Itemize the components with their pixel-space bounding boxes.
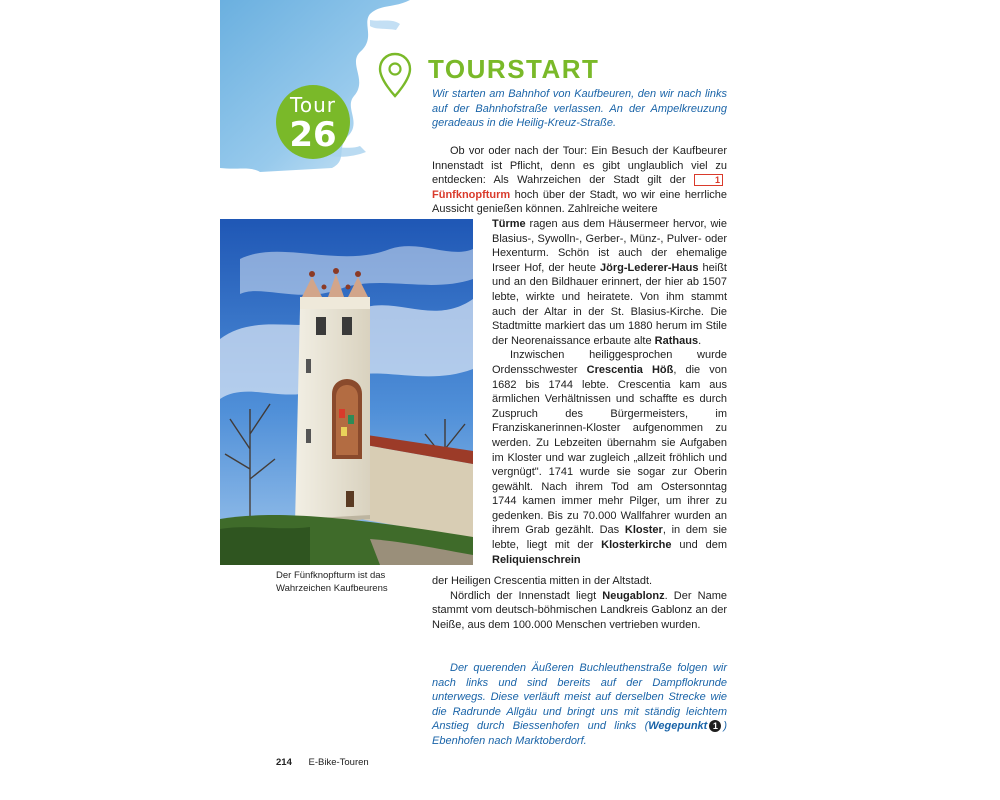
- bold-klosterkirche: Klosterkirche: [601, 539, 672, 552]
- body-text-top: [432, 144, 727, 217]
- location-pin-icon: [378, 52, 412, 98]
- bold-kloster: Kloster: [624, 524, 663, 537]
- para3-text-2: . Der Name stammt vom deutsch-böhmischen Landkreis Gablonz an der Neiße, aus dem 100.000 Menschen vertrieben wurden.: [432, 589, 727, 631]
- waypoint-marker: 1: [709, 720, 721, 732]
- bold-rathaus: Rathaus: [654, 334, 699, 347]
- para2-text-2: , die von 1682 bis 1744 lebte. Crescentia kam aus ärmlichen Verhältnissen und schaffte es durch Zuspruch des Bürgermeisters, im Franziskanerinnen-Kloster aufgenommen zu werden. Zu Lebzeiten übernahm sie Aufgaben im Kloster und war zugleich „allzeit fröhlich und vergnügt". 1741 wurde sie sogar zur Oberin gewählt. Nach ihrem Tod am Ostersonntag 1744 kamen immer mehr Pilger, um ihrer zu gedenken. Bis zu 70.000 Wallfahrer wurden an ihrem Grab gezählt. Das: [492, 363, 727, 537]
- para2-text-5: der Heiligen Crescentia mitten in der Altstadt.: [432, 575, 653, 587]
- section-heading: TOURSTART: [428, 54, 600, 84]
- page-number: 214: [276, 757, 292, 768]
- para2-text-3: , in dem sie lebte, liegt mit der: [492, 524, 728, 552]
- tour-badge-number: 26: [289, 115, 337, 155]
- para1-text-2: heißt und an den Bildhauer erinnert, der hier ab 1507 lebte, wirkte und heiratete. Von ihm stammt auch der Altar in der St. Blasius-Kirche. Die Stadtmitte markiert das um 1880 herum im Stile der Neorenaissance erbaute alte: [492, 261, 727, 347]
- outro-text-1: Der querenden Äußeren Buchleuthenstraße folgen wir nach links und sind bereits auf der Dampflokrunde unterwegs. Diese verläuft meist auf derselben Strecke wie die Radrunde Allgäu und bringt uns mit ständig leichtem Anstieg durch Biessenhofen und links (: [432, 662, 727, 733]
- para2-text-1: Inzwischen heiliggesprochen wurde Ordensschwester: [492, 349, 727, 376]
- para2-text-4: und dem: [679, 539, 728, 552]
- tour-badge: [276, 85, 350, 159]
- tour-badge-word: Tour: [290, 93, 336, 117]
- bold-joerg-lederer-haus: Jörg-Lederer-Haus: [600, 261, 699, 274]
- bold-neugablonz: Neugablonz: [602, 589, 665, 602]
- body-text-column: [492, 217, 727, 567]
- page-footer: [276, 757, 369, 768]
- highlight-fuenfknopfturm: Fünfknopfturm: [432, 188, 511, 201]
- section-name: E-Bike-Touren: [308, 757, 369, 768]
- body-text-bottom: [432, 574, 727, 632]
- para3-text-1: Nördlich der Innenstadt liegt: [450, 589, 597, 602]
- bold-wegepunkt: Wegepunkt: [648, 720, 708, 733]
- tower-photo: [220, 219, 473, 565]
- para1-text-1: ragen aus dem Häusermeer hervor, wie Blasius-, Sywolln-, Gerber-, Münz-, Pulver- oder Hexenturm. Schön ist auch der ehemalige Irseer Hof, der heute: [492, 218, 727, 274]
- marker-number: 1: [694, 174, 723, 186]
- bold-reliquienschrein: Reliquienschrein: [492, 553, 581, 566]
- para1-text-3: .: [698, 334, 702, 347]
- para1-after-top: hoch über der Stadt, wo wir eine herrliche Aussicht genießen können. Zahlreiche weitere: [432, 188, 727, 216]
- outro-text-2: ) Ebenhofen nach Marktoberdorf.: [432, 720, 727, 747]
- book-page: [220, 0, 780, 800]
- photo-caption: Der Fünfknopfturm ist das Wahrzeichen Kaufbeurens: [276, 570, 388, 594]
- directions-paragraph: [432, 661, 727, 749]
- intro-paragraph: Wir starten am Bahnhof von Kaufbeuren, den wir nach links auf der Bahnhofstraße verlassen. An der Ampelkreuzung geradeaus in die Heilig-Kreuz-Straße.: [432, 88, 727, 130]
- bold-crescentia: Crescentia Höß: [586, 363, 674, 376]
- bold-tuerme: Türme: [492, 218, 526, 230]
- para1-before: Ob vor oder nach der Tour: Ein Besuch der Kaufbeurer Innenstadt ist Pflicht, denn es gibt unglaublich viel zu entdecken: Als Wahrzeichen der Stadt gilt der: [432, 145, 727, 187]
